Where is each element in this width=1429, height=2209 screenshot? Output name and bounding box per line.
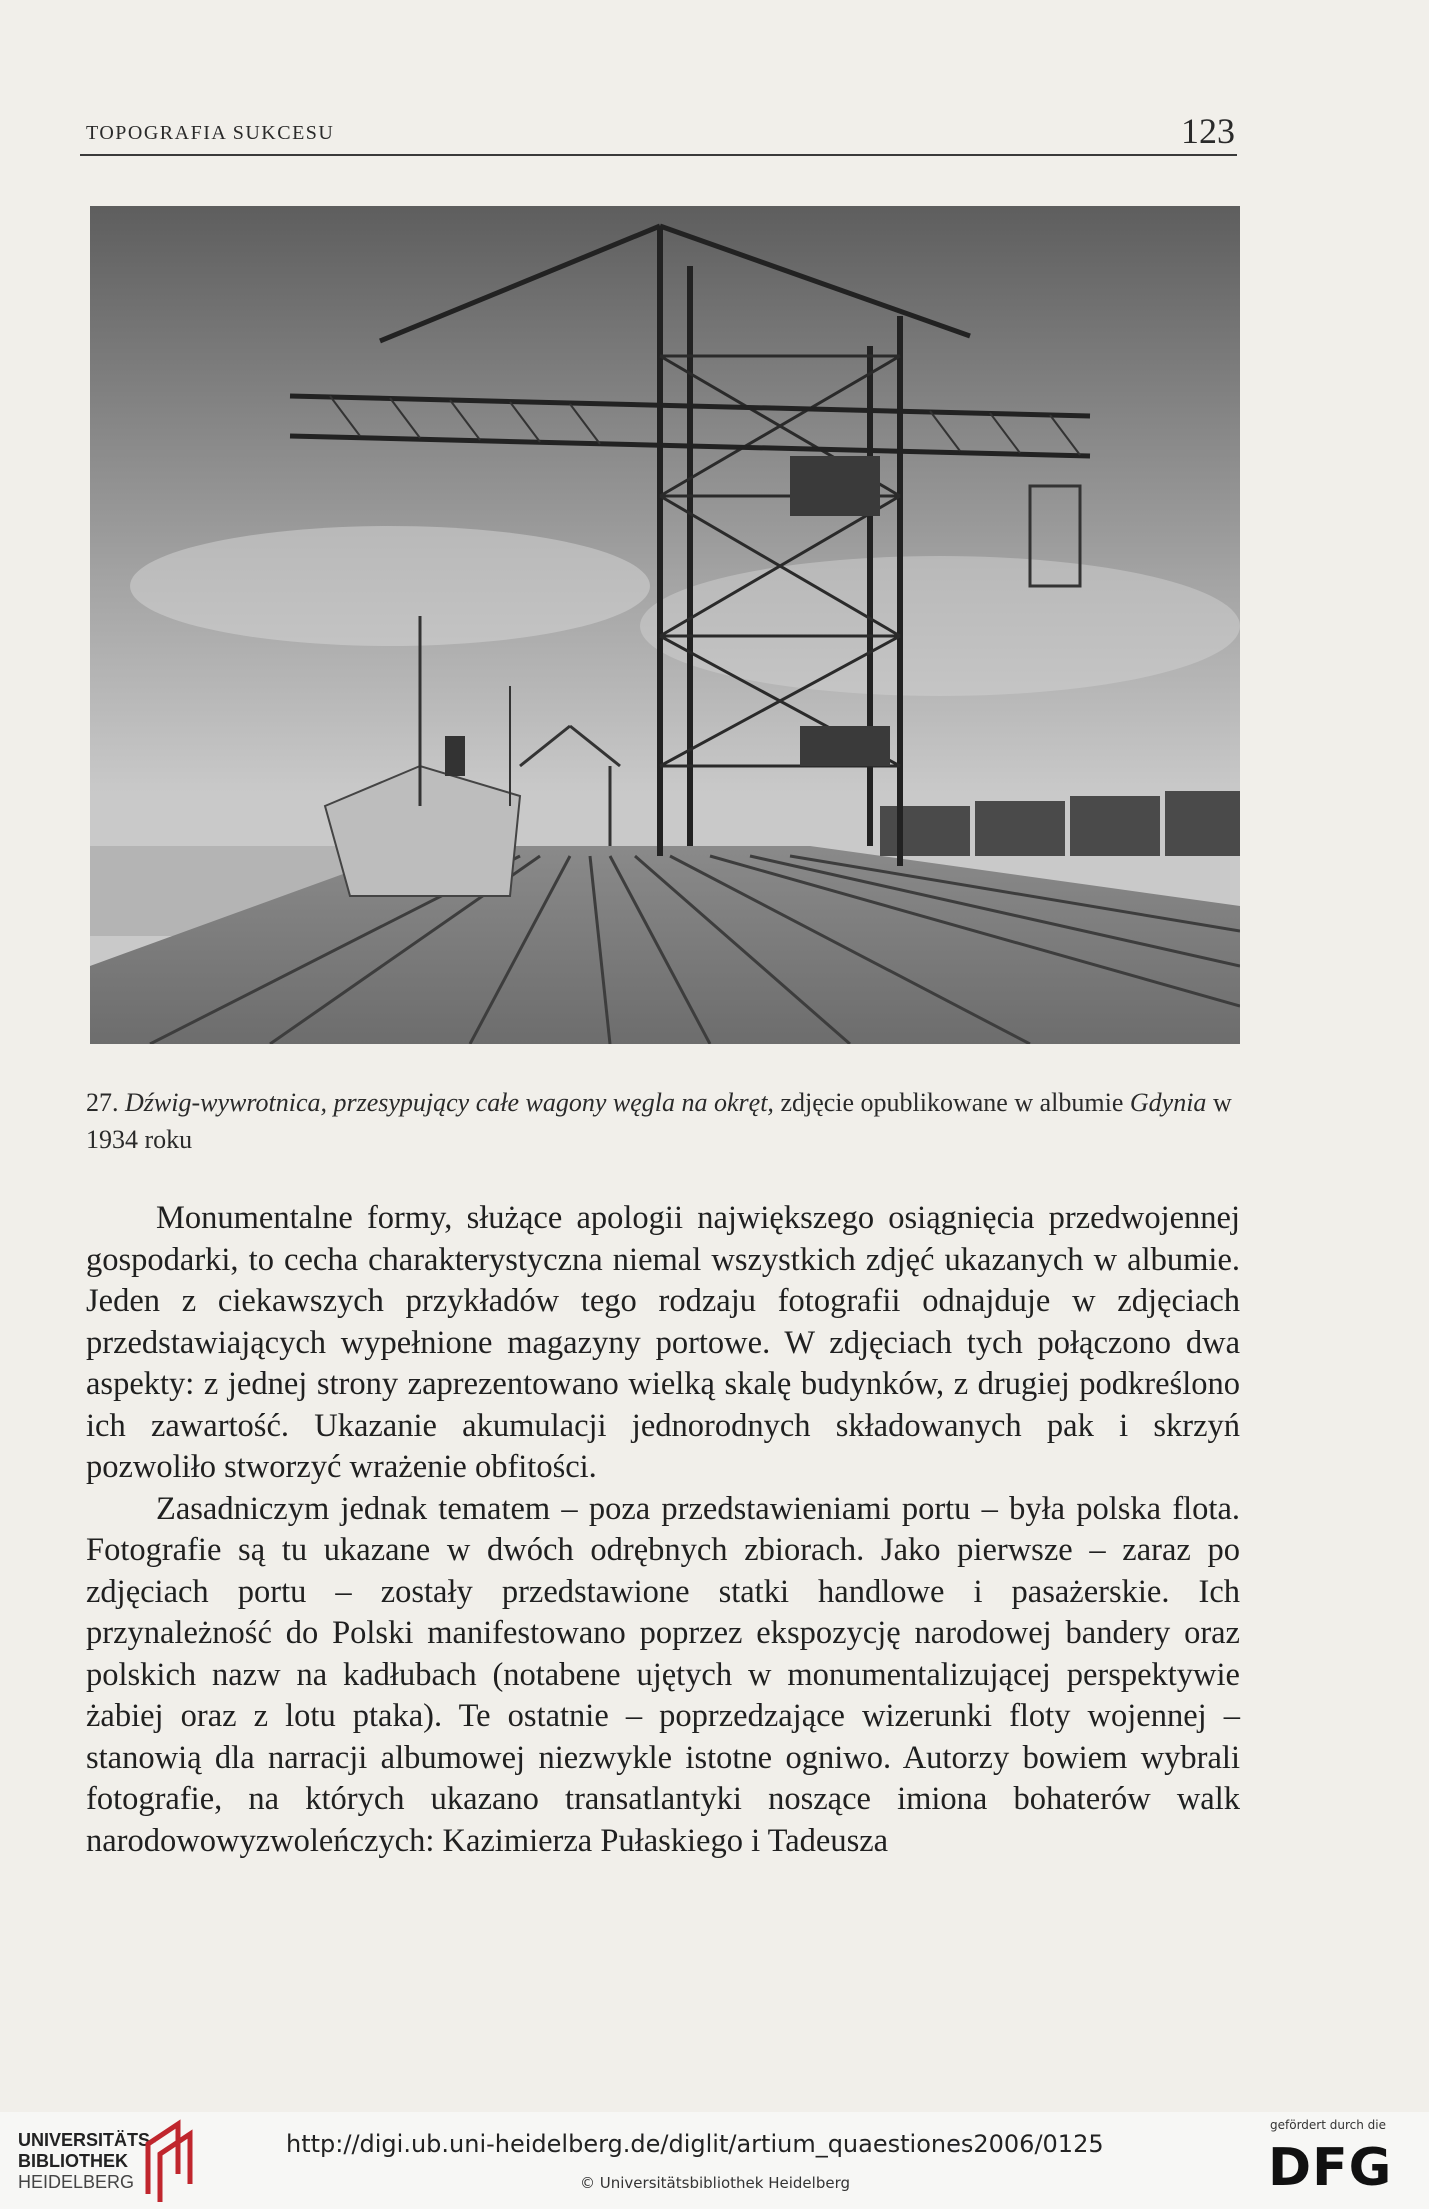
funding-label: gefördert durch die bbox=[1270, 2118, 1386, 2132]
caption-number: 27. bbox=[86, 1088, 119, 1117]
body-text bbox=[86, 1198, 1240, 1862]
caption-text: zdjęcie opublikowane w albumie bbox=[773, 1088, 1130, 1117]
copyright-notice: © Universitätsbibliothek Heidelberg bbox=[580, 2174, 851, 2192]
library-logo: UNIVERSITÄTS- BIBLIOTHEK HEIDELBERG bbox=[18, 2130, 157, 2192]
figure-caption bbox=[86, 1084, 1240, 1158]
running-title: TOPOGRAFIA SUKCESU bbox=[86, 122, 335, 144]
page-number: 123 bbox=[1181, 111, 1235, 151]
digitization-footer bbox=[0, 2112, 1429, 2209]
crane-photograph bbox=[90, 206, 1240, 1044]
body-paragraph: Monumentalne formy, służące apologii największego osiągnięcia przedwojennej gospodarki, to cecha charakterystyczna niemal wszystkich zdjęć ukazanych w albumie. Jeden z ciekawszych przykładów tego rodzaju fotografii odnajduje w zdjęciach przedstawiających wypełnione magazyny portowe. W zdjęciach tych połączono dwa aspekty: z jednej strony zaprezentowano wielką skalę budynków, z drugiej podkreślono ich zawartość. Ukazanie akumulacji jednorodnych składowanych pak i skrzyń pozwoliło stworzyć wrażenie obfitości. bbox=[86, 1200, 1240, 1485]
library-mark-icon bbox=[138, 2114, 198, 2204]
source-url-link[interactable]: http://digi.ub.uni-heidelberg.de/diglit/artium_quaestiones2006/0125 bbox=[286, 2130, 1104, 2158]
dfg-logo: DFG bbox=[1268, 2138, 1393, 2198]
caption-album-title: Gdynia bbox=[1129, 1088, 1207, 1117]
caption-title: Dźwig-wywrotnica, przesypujący całe wagony węgla na okręt, bbox=[125, 1088, 774, 1117]
header-rule bbox=[80, 154, 1237, 156]
body-paragraph: Zasadniczym jednak tematem – poza przedstawieniami portu – była polska flota. Fotografie są tu ukazane w dwóch odrębnych zbiorach. Jako pierwsze – zaraz po zdjęciach portu – zostały przedstawione statki handlowe i pasażerskie. Ich przynależność do Polski manifestowano poprzez ekspozycję narodowej bandery oraz polskich nazw na kadłubach (notabene ujętych w monumentalizującej perspektywie żabiej oraz z lotu ptaka). Te ostatnie – poprzedzające wizerunki floty wojennej – stanowią dla narracji albumowej niezwykle istotne ogniwo. Autorzy bowiem wybrali fotografie, na których ukazano transatlantyki noszące imiona bohaterów walk narodowowyzwoleńczych: Kazimierza Pułaskiego i Tadeusza bbox=[86, 1490, 1240, 1859]
caption-text-end: w 1934 roku bbox=[86, 1088, 1232, 1154]
